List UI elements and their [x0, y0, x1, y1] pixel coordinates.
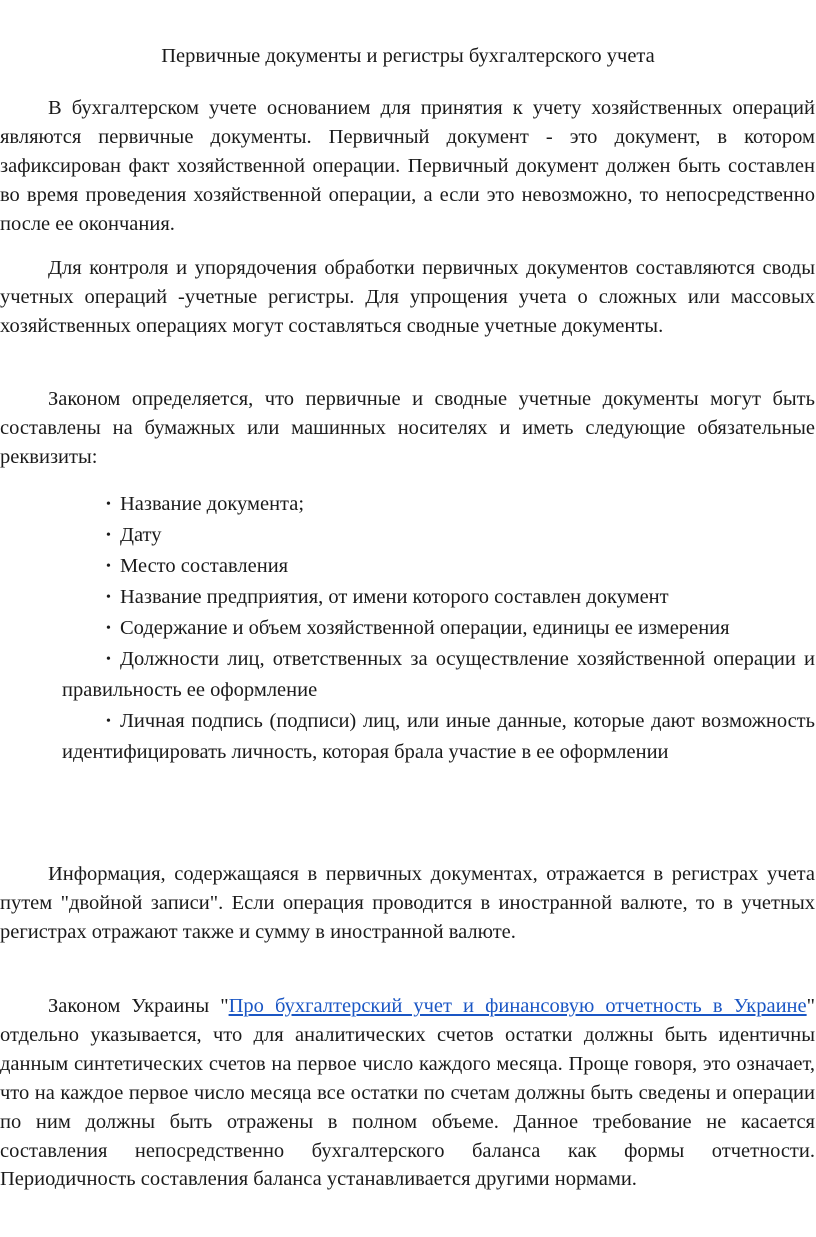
- list-item: [62, 613, 815, 644]
- list-item: [62, 520, 815, 551]
- bullet-icon: •: [106, 559, 111, 574]
- law-text-after: " отдельно указывается, что для аналитических счетов остатки должны быть идентичны данным синтетических счетов на первое число каждого месяца. Проще говоря, это означает, что на каждое первое число месяца все остатки по счетам должны быть сведены и операции по ним должны быть отражены в полном объеме. Данное требование не касается составления непосредственно бухгалтерского баланса как формы отчетности. Периодичность составления баланса устанавливается другими нормами.: [0, 995, 816, 1191]
- list-item: [62, 706, 815, 768]
- list-item-text: Название документа;: [120, 493, 305, 515]
- list-item-text: Содержание и объем хозяйственной операции, единицы ее измерения: [120, 617, 730, 639]
- paragraph-primary-documents: В бухгалтерском учете основанием для принятия к учету хозяйственных операций являются первичные документы. Первичный документ - это документ, в котором зафиксирован факт хозяйственной операции. Первичный документ должен быть составлен во время проведения хозяйственной операции, а если это невозможно, то непосредственно после ее окончания.: [0, 97, 815, 235]
- list-item: [62, 644, 815, 706]
- list-item-text: Дату: [120, 524, 162, 546]
- paragraph-double-entry: Информация, содержащаяся в первичных документах, отражается в регистрах учета путем "двойной записи". Если операция проводится в иностранной валюте, то в учетных регистрах отражают также и сумму в иностранной валюте.: [0, 863, 815, 943]
- list-item-text: Личная подпись (подписи) лиц, или иные данные, которые дают возможность идентифицировать личность, которая брала участие в ее оформлении: [62, 710, 815, 763]
- bullet-icon: •: [106, 652, 111, 667]
- law-link[interactable]: Про бухгалтерский учет и финансовую отчетность в Украине: [228, 995, 807, 1017]
- paragraph-accounting-registers: Для контроля и упорядочения обработки первичных документов составляются своды учетных операций -учетные регистры. Для упрощения учета о сложных или массовых хозяйственных операциях могут составляться сводные учетные документы.: [0, 257, 815, 337]
- bullet-icon: •: [106, 528, 111, 543]
- bullet-icon: •: [106, 621, 111, 636]
- bullet-icon: •: [106, 590, 111, 605]
- law-text-before: Законом Украины ": [48, 995, 229, 1017]
- list-item-text: Место составления: [120, 555, 289, 577]
- document-title: Первичные документы и регистры бухгалтерского учета: [161, 45, 655, 67]
- list-item-text: Название предприятия, от имени которого составлен документ: [120, 586, 669, 608]
- paragraph-ukraine-law: [0, 992, 815, 1194]
- required-details-list: [62, 489, 815, 768]
- bullet-icon: •: [106, 497, 111, 512]
- list-item: [62, 489, 815, 520]
- paragraph-required-details-intro: Законом определяется, что первичные и сводные учетные документы могут быть составлены на бумажных или машинных носителях и иметь следующие обязательные реквизиты:: [0, 388, 815, 468]
- list-item-text: Должности лиц, ответственных за осуществление хозяйственной операции и правильность ее оформление: [62, 648, 815, 701]
- bullet-icon: •: [106, 714, 111, 729]
- list-item: [62, 582, 815, 613]
- list-item: [62, 551, 815, 582]
